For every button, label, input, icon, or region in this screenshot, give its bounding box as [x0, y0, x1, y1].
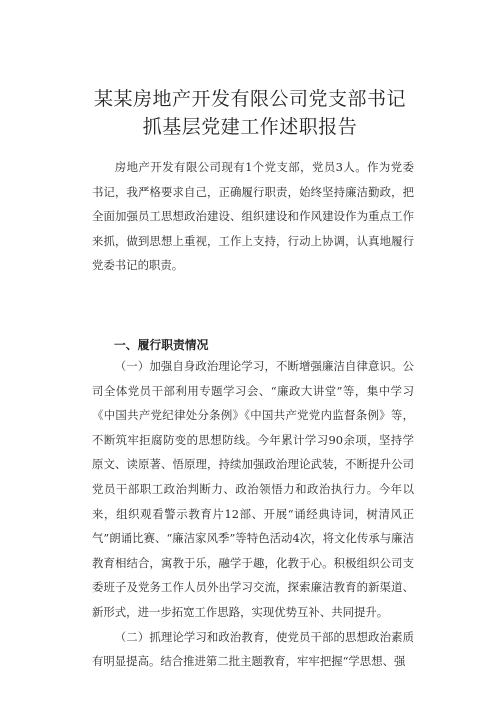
report-title-line2: 抓基层党建工作述职报告	[142, 116, 358, 138]
report-title-line1: 某某房地产开发有限公司党支部书记	[93, 88, 406, 110]
section-heading-duties: 一、履行职责情况	[114, 338, 209, 352]
section-duties-body	[92, 354, 414, 674]
intro-paragraph: 房地产开发有限公司现有1个党支部，党员3人。作为党委书记，我严格要求自己，正确履行职责，始终坚持廉洁勤政，把全面加强员工思想政治建设、组织建设和作风建设作为重点工作来抓，做到思想上重视，工作上支持，行动上协调，认真地履行党委书记的职责。	[92, 160, 414, 273]
duties-paragraph-2: （二）抓理论学习和政治教育，使党员干部的思想政治素质有明显提高。结合推进第二批主题教育，牢牢把握“学思想、强	[92, 629, 414, 669]
duties-paragraph-1: （一）加强自身政治理论学习，不断增强廉洁自律意识。公司全体党员干部利用专题学习会、“廉政大讲堂”等，集中学习《中国共产党纪律处分条例》《中国共产党党内监督条例》等，不断筑牢拒腐防变的思想防线。今年累计学习90余项，坚持学原文、读原著、悟原理，持续加强政治理论武装，不断提升公司党员干部职工政治判断力、政治领悟力和政治执行力。今年以来，组织观看警示教育片12部、开展“诵经典诗词，树清风正气”朗诵比赛、“廉洁家风季”等特色活动4次，将文化传承与廉洁教育相结合，寓教于乐，融学于趣，化教于心。积极组织公司支委班子及党务工作人员外出学习交流，探索廉洁教育的新渠道、新形式，进一步拓宽工作思路，实现优势互补、共同提升。	[92, 359, 414, 619]
intro-section	[92, 155, 414, 278]
